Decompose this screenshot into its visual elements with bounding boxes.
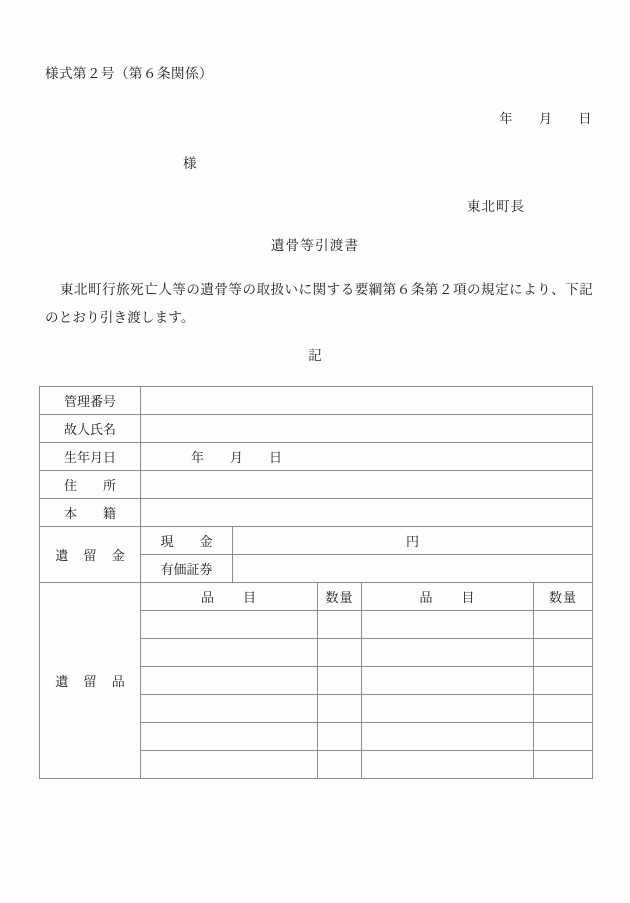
goods-qty-2[interactable] <box>534 751 593 779</box>
column-header-qty-2: 数量 <box>534 583 593 611</box>
goods-qty-1[interactable] <box>318 667 362 695</box>
ki-mark: 記 <box>308 348 322 363</box>
date-year-label: 年 <box>499 111 513 126</box>
addressee-honorific: 様 <box>183 156 197 171</box>
goods-qty-1[interactable] <box>318 751 362 779</box>
goods-qty-1[interactable] <box>318 611 362 639</box>
goods-header-row <box>40 583 593 611</box>
label-management-number: 管理番号 <box>40 387 141 415</box>
table-row <box>40 443 593 471</box>
value-registered-domicile[interactable] <box>141 499 593 527</box>
value-birth-date[interactable]: 年 月 日 <box>141 443 593 471</box>
goods-item-2[interactable] <box>362 723 534 751</box>
date-month-label: 月 <box>538 111 553 126</box>
goods-item-2[interactable] <box>362 667 534 695</box>
column-header-item-1: 品 目 <box>141 583 318 611</box>
table-row <box>40 471 593 499</box>
label-remaining-money: 遺 留 金 <box>40 527 141 583</box>
page-title: 遺骨等引渡書 <box>270 238 360 253</box>
goods-item-1[interactable] <box>141 723 318 751</box>
goods-item-1[interactable] <box>141 611 318 639</box>
issuer-name: 東北町長 <box>467 199 525 214</box>
value-address[interactable] <box>141 471 593 499</box>
table-row <box>40 415 593 443</box>
value-deceased-name[interactable] <box>141 415 593 443</box>
label-birth-date: 生年月日 <box>40 443 141 471</box>
column-header-qty-1: 数量 <box>318 583 362 611</box>
body-paragraph: 東北町行旅死亡人等の遺骨等の取扱いに関する要綱第６条第２項の規定により、下記のとおり引き渡します。 <box>45 282 593 325</box>
label-securities: 有価証券 <box>141 555 233 583</box>
date-line <box>0 108 592 127</box>
goods-qty-2[interactable] <box>534 611 593 639</box>
goods-item-1[interactable] <box>141 695 318 723</box>
form-number: 様式第２号（第６条関係） <box>45 66 213 81</box>
goods-qty-2[interactable] <box>534 695 593 723</box>
label-registered-domicile: 本 籍 <box>40 499 141 527</box>
column-header-item-2: 品 目 <box>362 583 534 611</box>
goods-qty-2[interactable] <box>534 639 593 667</box>
label-remaining-goods: 遺 留 品 <box>40 583 141 779</box>
goods-item-2[interactable] <box>362 751 534 779</box>
goods-qty-2[interactable] <box>534 667 593 695</box>
label-address: 住 所 <box>40 471 141 499</box>
date-day-label: 日 <box>578 111 592 126</box>
goods-item-1[interactable] <box>141 751 318 779</box>
table-row <box>40 527 593 555</box>
value-management-number[interactable] <box>141 387 593 415</box>
goods-qty-1[interactable] <box>318 695 362 723</box>
goods-qty-1[interactable] <box>318 639 362 667</box>
goods-qty-2[interactable] <box>534 723 593 751</box>
goods-qty-1[interactable] <box>318 723 362 751</box>
goods-item-2[interactable] <box>362 611 534 639</box>
remains-delivery-table <box>39 386 593 779</box>
table-row <box>40 387 593 415</box>
goods-item-2[interactable] <box>362 695 534 723</box>
table-row <box>40 499 593 527</box>
goods-item-1[interactable] <box>141 639 318 667</box>
goods-item-1[interactable] <box>141 667 318 695</box>
goods-item-2[interactable] <box>362 639 534 667</box>
label-deceased-name: 故人氏名 <box>40 415 141 443</box>
value-securities[interactable] <box>233 555 593 583</box>
label-cash: 現 金 <box>141 527 233 555</box>
value-cash[interactable]: 円 <box>233 527 593 555</box>
